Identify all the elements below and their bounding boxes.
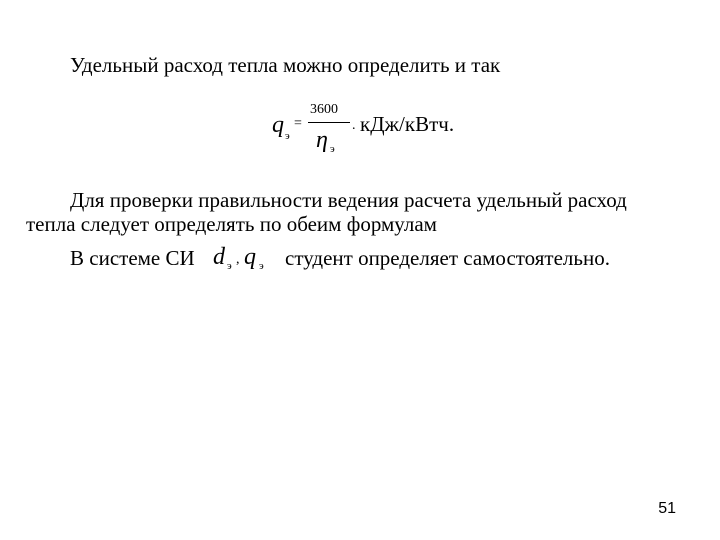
math-q-subscript: э — [259, 260, 264, 272]
page-number: 51 — [658, 500, 676, 517]
si-text-start: В системе СИ — [70, 246, 195, 270]
formula-unit: кДж/кВтч. — [360, 112, 455, 136]
math-comma: , — [236, 252, 240, 267]
math-d: d — [213, 244, 225, 270]
formula-numerator: 3600 — [310, 102, 338, 117]
paragraph-line-1: Для проверки правильности ведения расчета удельный расход — [70, 188, 627, 212]
si-text-end: студент определяет самостоятельно. — [285, 246, 610, 270]
specific-heat-formula — [272, 100, 492, 160]
fraction-bar — [308, 122, 350, 123]
formula-eta-subscript: э — [330, 143, 335, 155]
formula-separator: . — [352, 118, 356, 133]
inline-math-d-q — [213, 240, 283, 276]
intro-text: Удельный расход тепла можно определить и так — [70, 53, 501, 77]
math-q: q — [244, 244, 256, 270]
formula-equals: = — [294, 116, 302, 131]
formula-eta: η — [316, 127, 328, 153]
math-d-subscript: э — [227, 260, 232, 272]
formula-q-subscript: э — [285, 130, 290, 142]
formula-q: q — [272, 112, 284, 138]
paragraph-line-2: тепла следует определять по обеим формулам — [26, 212, 437, 236]
